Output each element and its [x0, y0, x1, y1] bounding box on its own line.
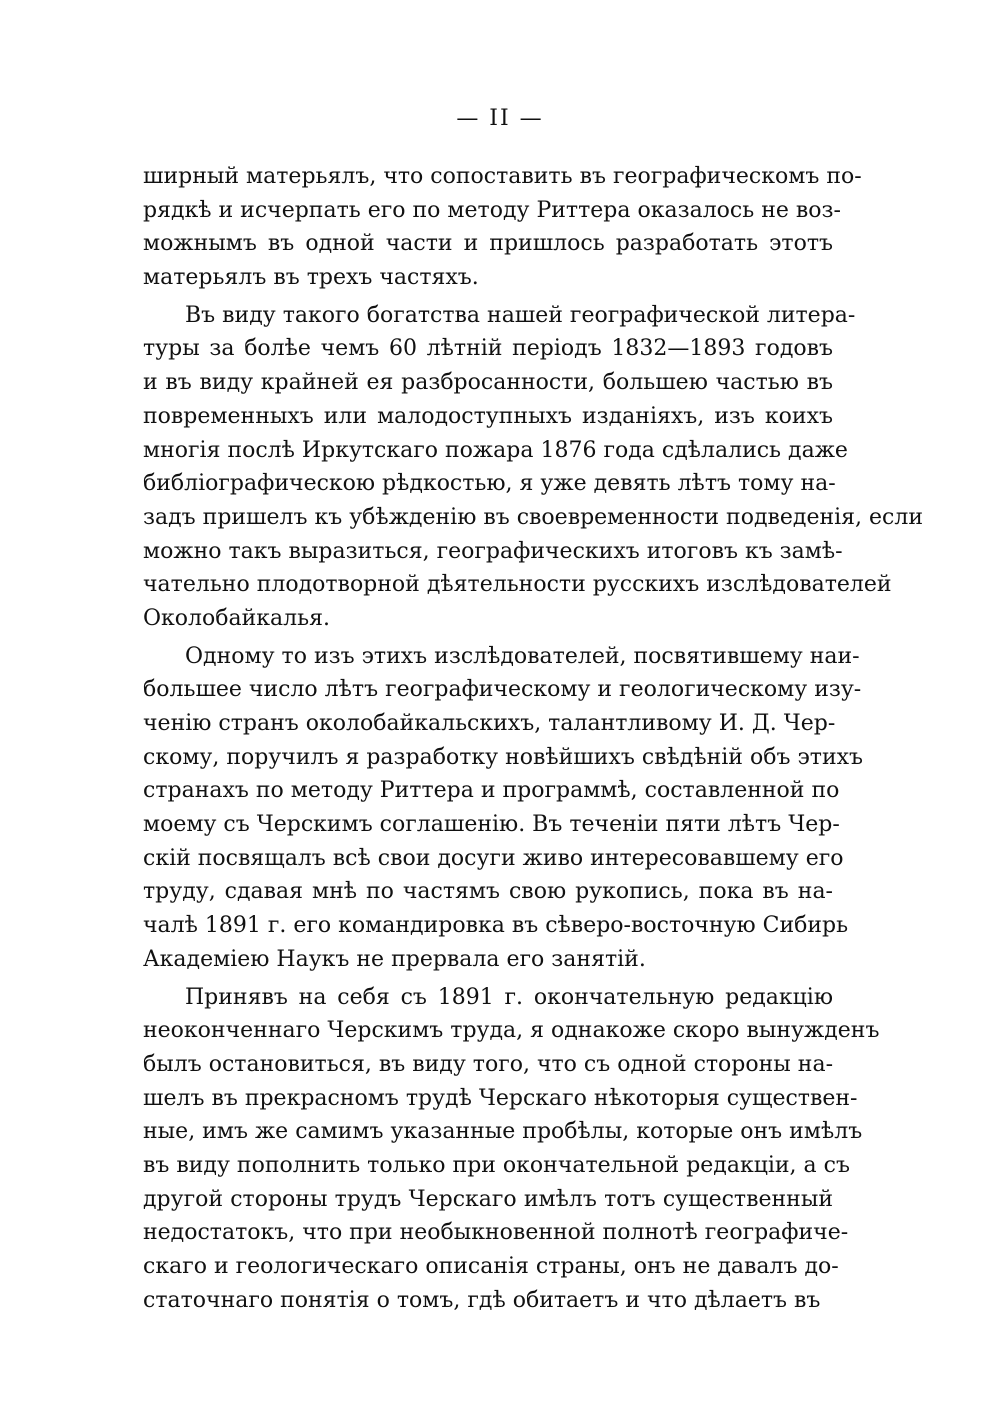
text-line: Академіею Наукъ не прервала его занятій. [143, 946, 646, 972]
text-line: многія послѣ Иркутскаго пожара 1876 года сдѣлались даже [143, 437, 848, 463]
text-line: матерьялъ въ трехъ частяхъ. [143, 265, 479, 291]
text-line: въ виду пополнить только при окончательной редакціи, а съ [143, 1152, 850, 1178]
text-line: большее число лѣтъ географическому и геологическому изу- [143, 677, 862, 703]
text-line: задъ пришелъ къ убѣжденію въ своевременности подведенія, если [143, 504, 924, 530]
text-line: библіографическою рѣдкостью, я уже девять лѣтъ тому на- [143, 471, 836, 497]
text-line: статочнаго понятія о томъ, гдѣ обитаетъ и что дѣлаетъ въ [143, 1287, 821, 1313]
paragraph [143, 299, 924, 636]
text-line: скому, поручилъ я разработку новѣйшихъ свѣдѣній объ этихъ [143, 744, 864, 770]
text-line: шелъ въ прекрасномъ трудѣ Черскаго нѣкоторыя существен- [143, 1085, 858, 1111]
text-line: Принявъ на себя съ 1891 г. окончательную редакцію [185, 984, 833, 1010]
text-line: ные, имъ же самимъ указанные пробѣлы, которые онъ имѣлъ [143, 1119, 863, 1145]
text-line: можно такъ выразиться, географическихъ итоговъ къ замѣ- [143, 538, 843, 564]
text-line: Одному то изъ этихъ изслѣдователей, посвятившему наи- [185, 643, 860, 669]
text-line: былъ остановиться, въ виду того, что съ одной стороны на- [143, 1051, 834, 1077]
text-line: недостатокъ, что при необыкновенной полнотѣ географиче- [143, 1220, 849, 1246]
text-line: и въ виду крайней ея разбросанности, большею частью въ [143, 370, 833, 396]
body-text [143, 160, 924, 1321]
text-line: можнымъ въ одной части и пришлось разработать этотъ [143, 231, 833, 257]
text-line: скаго и геологическаго описанія страны, онъ не давалъ до- [143, 1254, 839, 1279]
text-line: повременныхъ или малодоступныхъ изданіяхъ, изъ коихъ [143, 403, 833, 429]
text-line: неоконченнаго Черскимъ труда, я однакоже скоро вынужденъ [143, 1018, 880, 1044]
text-line: ченію странъ околобайкальскихъ, талантливому И. Д. Чер- [143, 711, 836, 736]
paragraph [143, 981, 880, 1318]
text-line: Въ виду такого богатства нашей географической литера- [185, 302, 856, 328]
text-line: другой стороны трудъ Черскаго имѣлъ тотъ существенный [143, 1186, 833, 1212]
text-line: рядкѣ и исчерпать его по методу Риттера оказалось не воз- [143, 197, 841, 223]
text-line: чалѣ 1891 г. его командировка въ сѣверо-восточную Сибирь [143, 913, 849, 939]
text-line: чательно плодотворной дѣятельности русскихъ изслѣдователей [143, 572, 892, 598]
text-line: скій посвящалъ всѣ свои досуги живо интересовавшему его [143, 845, 844, 871]
page-number-header: — II — [456, 106, 544, 131]
text-line: моему съ Черскимъ соглашенію. Въ теченіи пяти лѣтъ Чер- [143, 812, 840, 838]
text-line: ширный матерьялъ, что сопоставить въ географическомъ по- [143, 164, 862, 189]
paragraph [143, 640, 864, 977]
text-line: труду, сдавая мнѣ по частямъ свою рукопись, пока въ на- [143, 879, 833, 905]
text-line: странахъ по методу Риттера и программѣ, составленной по [143, 778, 840, 804]
text-line: Околобайкалья. [143, 605, 330, 631]
text-line: туры за болѣе чемъ 60 лѣтній періодъ 1832—1893 годовъ [143, 336, 833, 362]
paragraph [143, 160, 862, 295]
